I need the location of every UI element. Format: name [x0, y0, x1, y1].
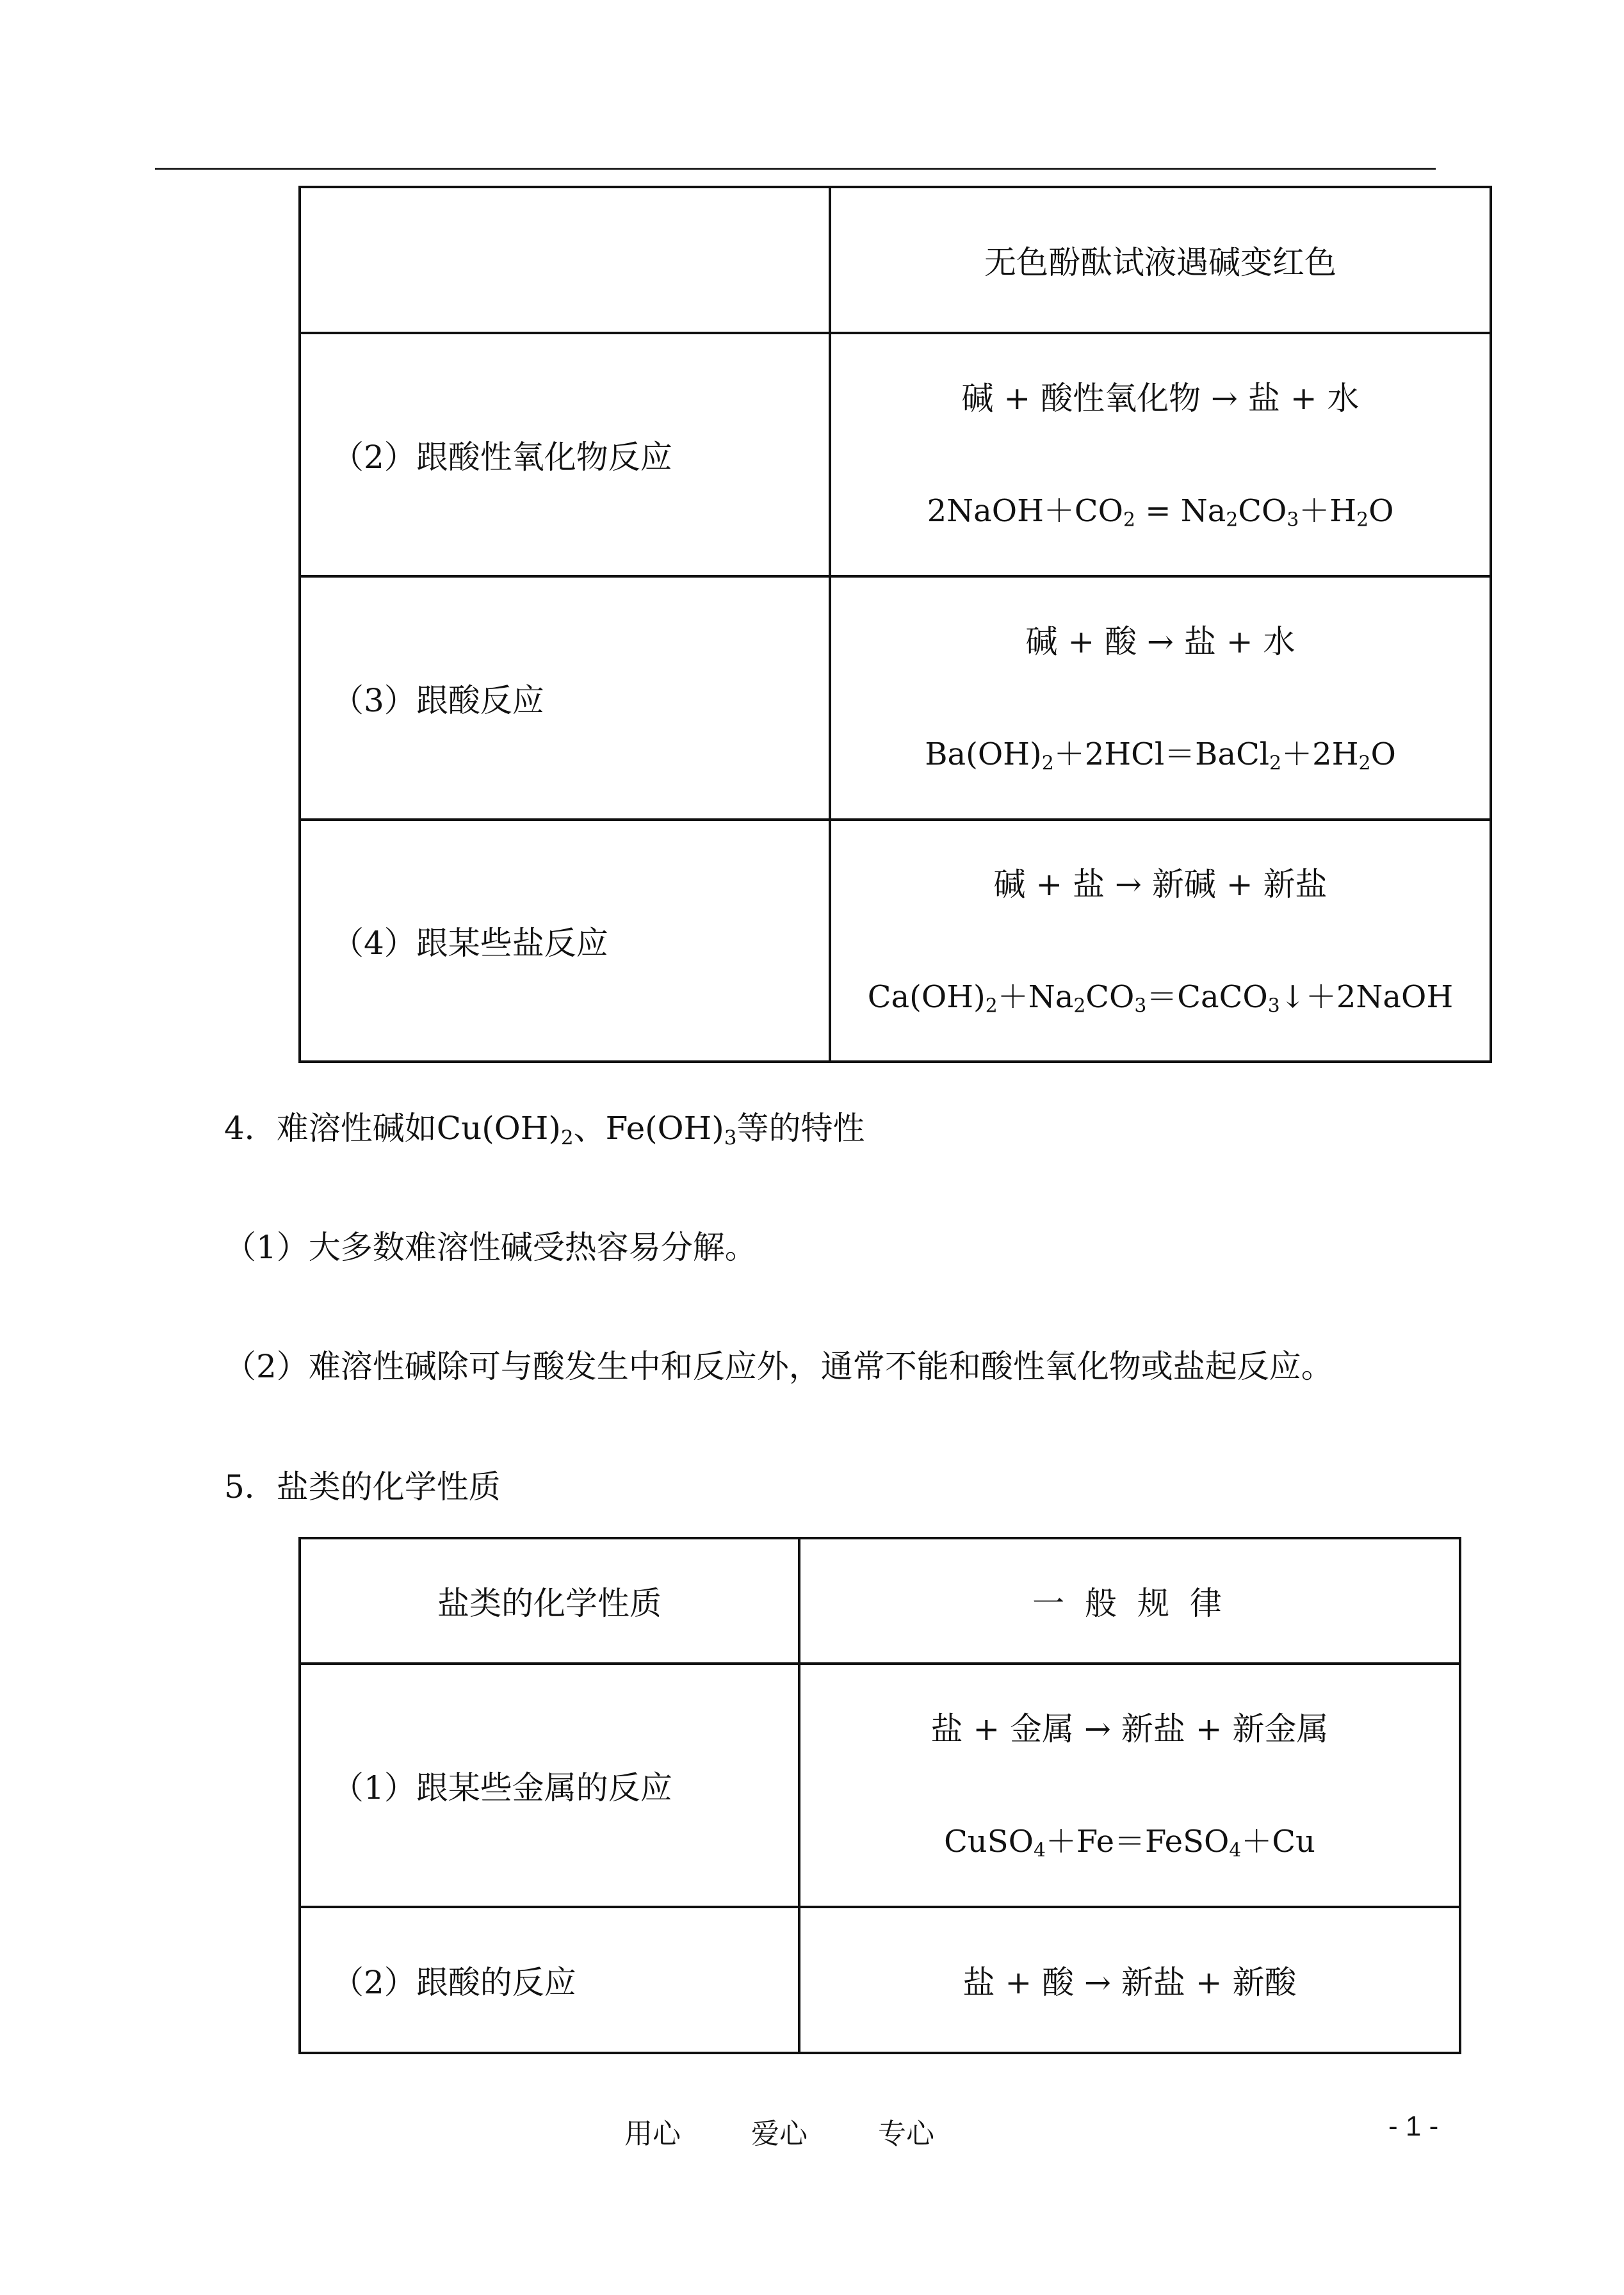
reaction-equation: $Ca(OH)_2+Na_2CO_3=CaCO_3↓+2NaOH$: [867, 979, 1454, 1018]
rule-cell: [830, 333, 1491, 576]
table-row: [300, 1664, 1460, 1907]
section-5-heading: 5．盐类的化学性质: [224, 1468, 501, 1505]
table-cell-empty: [300, 187, 830, 333]
general-rule: 碱 + 盐 → 新碱 + 新盐: [993, 866, 1328, 904]
general-rule: 碱 + 酸性氧化物 → 盐 + 水: [961, 380, 1360, 418]
footer-word: 用心: [624, 2118, 681, 2150]
reaction-equation: CuSO$_4$＋Fe＝FeSO$_4$＋Cu: [944, 1824, 1315, 1862]
bases-properties-table: [298, 186, 1492, 1063]
property-label: （3）跟酸反应: [300, 576, 830, 820]
footer-motto: [624, 2111, 934, 2152]
table-row: [300, 187, 1491, 333]
section-4-point-2: （2）难溶性碱除可与酸发生中和反应外，通常不能和酸性氧化物或盐起反应。: [224, 1348, 1333, 1385]
table-cell-rule: 无色酚酞试液遇碱变红色: [830, 187, 1491, 333]
table-row: [300, 576, 1491, 820]
reaction-equation: $2NaOH+CO_2 = Na_2CO_3+H_2O$: [927, 493, 1394, 531]
footer-word: 爱心: [751, 2118, 808, 2150]
salts-properties-table: [298, 1537, 1461, 2054]
header-rule: [155, 168, 1436, 170]
table-row: [300, 1907, 1460, 2053]
table-row: [300, 333, 1491, 576]
rule-cell: [830, 820, 1491, 1062]
rule-cell: [830, 576, 1491, 820]
footer-word: 专心: [878, 2118, 934, 2150]
property-label: （4）跟某些盐反应: [300, 820, 830, 1062]
general-rule: 盐 + 金属 → 新盐 + 新金属: [930, 1710, 1329, 1748]
column-header-property: 盐类的化学性质: [300, 1538, 799, 1664]
section-4-heading: 4．难溶性碱如$Cu(OH)_2$、$Fe(OH)_3$等的特性: [224, 1110, 865, 1149]
property-label: （2）跟酸的反应: [300, 1907, 799, 2053]
rule-cell: [799, 1664, 1460, 1907]
page-number: - 1 -: [1388, 2111, 1439, 2142]
property-label: （2）跟酸性氧化物反应: [300, 333, 830, 576]
table-row: [300, 820, 1491, 1062]
section-4-point-1: （1）大多数难溶性碱受热容易分解。: [224, 1229, 757, 1266]
general-rule: 盐 + 酸 → 新盐 + 新酸: [799, 1907, 1460, 2053]
reaction-equation: $Ba(OH)_2+2HCl=BaCl_2+2H_2O$: [925, 736, 1396, 775]
general-rule: 碱 + 酸 → 盐 + 水: [1025, 623, 1295, 661]
column-header-rule: 一 般 规 律: [799, 1538, 1460, 1664]
property-label: （1）跟某些金属的反应: [300, 1664, 799, 1907]
table-row: [300, 1538, 1460, 1664]
